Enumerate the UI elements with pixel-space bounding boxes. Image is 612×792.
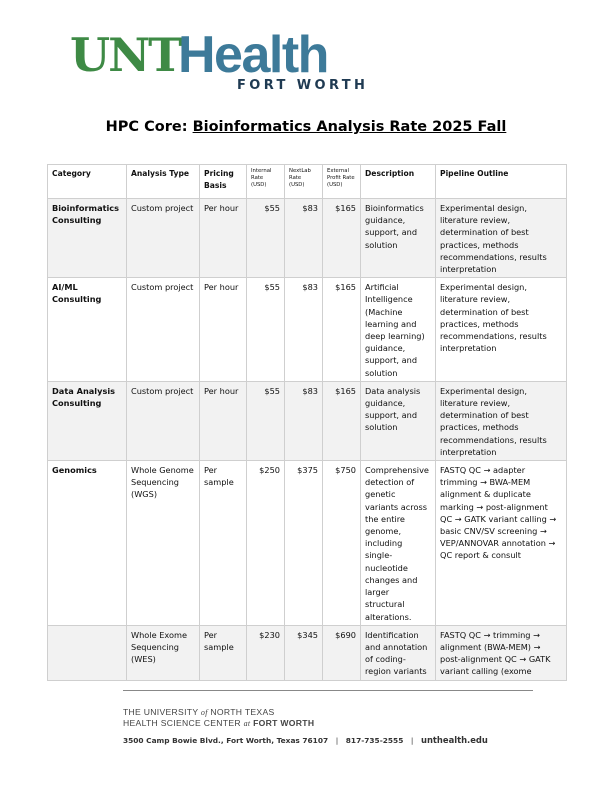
cell-external-rate: $165 [323, 381, 361, 460]
table-header-row [48, 165, 567, 199]
header-description: Description [361, 165, 436, 199]
header-nextlab-rate: NextLab Rate (USD) [285, 165, 323, 199]
cell-description: Data analysis guidance, support, and solution [361, 381, 436, 460]
cell-external-rate: $165 [323, 199, 361, 278]
cell-analysis-type: Custom project [127, 278, 200, 382]
cell-pipeline: Experimental design, literature review, determination of best practices, methods recommendations, results interpretation [436, 278, 567, 382]
cell-external-rate: $165 [323, 278, 361, 382]
table-row [48, 625, 567, 680]
uni-line2-at: at [243, 719, 251, 728]
logo-fort-worth-text: FORT WORTH [237, 78, 369, 93]
cell-internal-rate: $55 [247, 381, 285, 460]
footer-website-link[interactable]: unthealth.edu [421, 735, 488, 745]
table-row [48, 381, 567, 460]
header-internal-rate: Internal Rate (USD) [247, 165, 285, 199]
footer-separator: | [410, 736, 414, 745]
header-external-rate: External Profit Rate (USD) [323, 165, 361, 199]
cell-pricing-basis: Per sample [200, 625, 247, 680]
table-row [48, 461, 567, 626]
cell-category: Data Analysis Consulting [48, 381, 127, 460]
header-pipeline: Pipeline Outline [436, 165, 567, 199]
cell-nextlab-rate: $83 [285, 381, 323, 460]
header-pricing-basis: Pricing Basis [200, 165, 247, 199]
cell-internal-rate: $250 [247, 461, 285, 626]
cell-nextlab-rate: $83 [285, 199, 323, 278]
uni-line2-a: HEALTH SCIENCE CENTER [123, 718, 244, 728]
footer-university-name [123, 707, 314, 729]
cell-pricing-basis: Per sample [200, 461, 247, 626]
uni-line1-a: THE UNIVERSITY [123, 707, 201, 717]
cell-pipeline: FASTQ QC → trimming → alignment (BWA-MEM) → post-alignment QC → GATK variant calling (exome [436, 625, 567, 680]
title-prefix: HPC Core: [105, 119, 188, 135]
footer-uni-line2 [123, 718, 314, 729]
cell-nextlab-rate: $83 [285, 278, 323, 382]
footer-uni-line1 [123, 707, 314, 718]
page-title [0, 119, 612, 135]
logo-health-text: Health [178, 26, 328, 84]
cell-external-rate: $750 [323, 461, 361, 626]
cell-description: Comprehensive detection of genetic variants across the entire genome, including single-nucleotide changes and larger structural alterations. [361, 461, 436, 626]
footer-contact [123, 735, 488, 745]
cell-pipeline: FASTQ QC → adapter trimming → BWA-MEM alignment & duplicate marking → post-alignment QC → GATK variant calling → basic CNV/SV screening → VEP/ANNOVAR annotation → QC report & consult [436, 461, 567, 626]
cell-analysis-type: Whole Genome Sequencing (WGS) [127, 461, 200, 626]
cell-description: Bioinformatics guidance, support, and solution [361, 199, 436, 278]
cell-nextlab-rate: $345 [285, 625, 323, 680]
uni-line2-b: FORT WORTH [250, 718, 315, 728]
cell-internal-rate: $55 [247, 199, 285, 278]
cell-internal-rate: $230 [247, 625, 285, 680]
cell-category [48, 625, 127, 680]
cell-category: Bioinformatics Consulting [48, 199, 127, 278]
cell-pricing-basis: Per hour [200, 278, 247, 382]
cell-analysis-type: Custom project [127, 381, 200, 460]
header-category: Category [48, 165, 127, 199]
cell-analysis-type: Whole Exome Sequencing (WES) [127, 625, 200, 680]
cell-category: AI/ML Consulting [48, 278, 127, 382]
cell-pipeline: Experimental design, literature review, determination of best practices, methods recommendations, results interpretation [436, 199, 567, 278]
uni-line1-of: of [200, 708, 208, 717]
footer-phone[interactable]: 817-735-2555 [345, 736, 404, 745]
table-row [48, 199, 567, 278]
cell-description: Identification and annotation of coding-region variants [361, 625, 436, 680]
table-row [48, 278, 567, 382]
cell-pricing-basis: Per hour [200, 381, 247, 460]
cell-pipeline: Experimental design, literature review, determination of best practices, methods recommendations, results interpretation [436, 381, 567, 460]
uni-line1-b: NORTH TEXAS [207, 707, 275, 717]
cell-external-rate: $690 [323, 625, 361, 680]
cell-description: Artificial Intelligence (Machine learning and deep learning) guidance, support, and solution [361, 278, 436, 382]
cell-nextlab-rate: $375 [285, 461, 323, 626]
footer-separator: | [335, 736, 339, 745]
cell-pricing-basis: Per hour [200, 199, 247, 278]
cell-internal-rate: $55 [247, 278, 285, 382]
header-analysis-type: Analysis Type [127, 165, 200, 199]
footer-divider [123, 690, 533, 691]
logo-unt-text: UNT [70, 28, 181, 82]
footer-address: 3500 Camp Bowie Blvd., Fort Worth, Texas 76107 [123, 736, 329, 745]
rates-table [47, 164, 567, 681]
cell-analysis-type: Custom project [127, 199, 200, 278]
unt-health-logo [70, 28, 370, 96]
title-main: Bioinformatics Analysis Rate 2025 Fall [192, 119, 507, 135]
cell-category: Genomics [48, 461, 127, 626]
